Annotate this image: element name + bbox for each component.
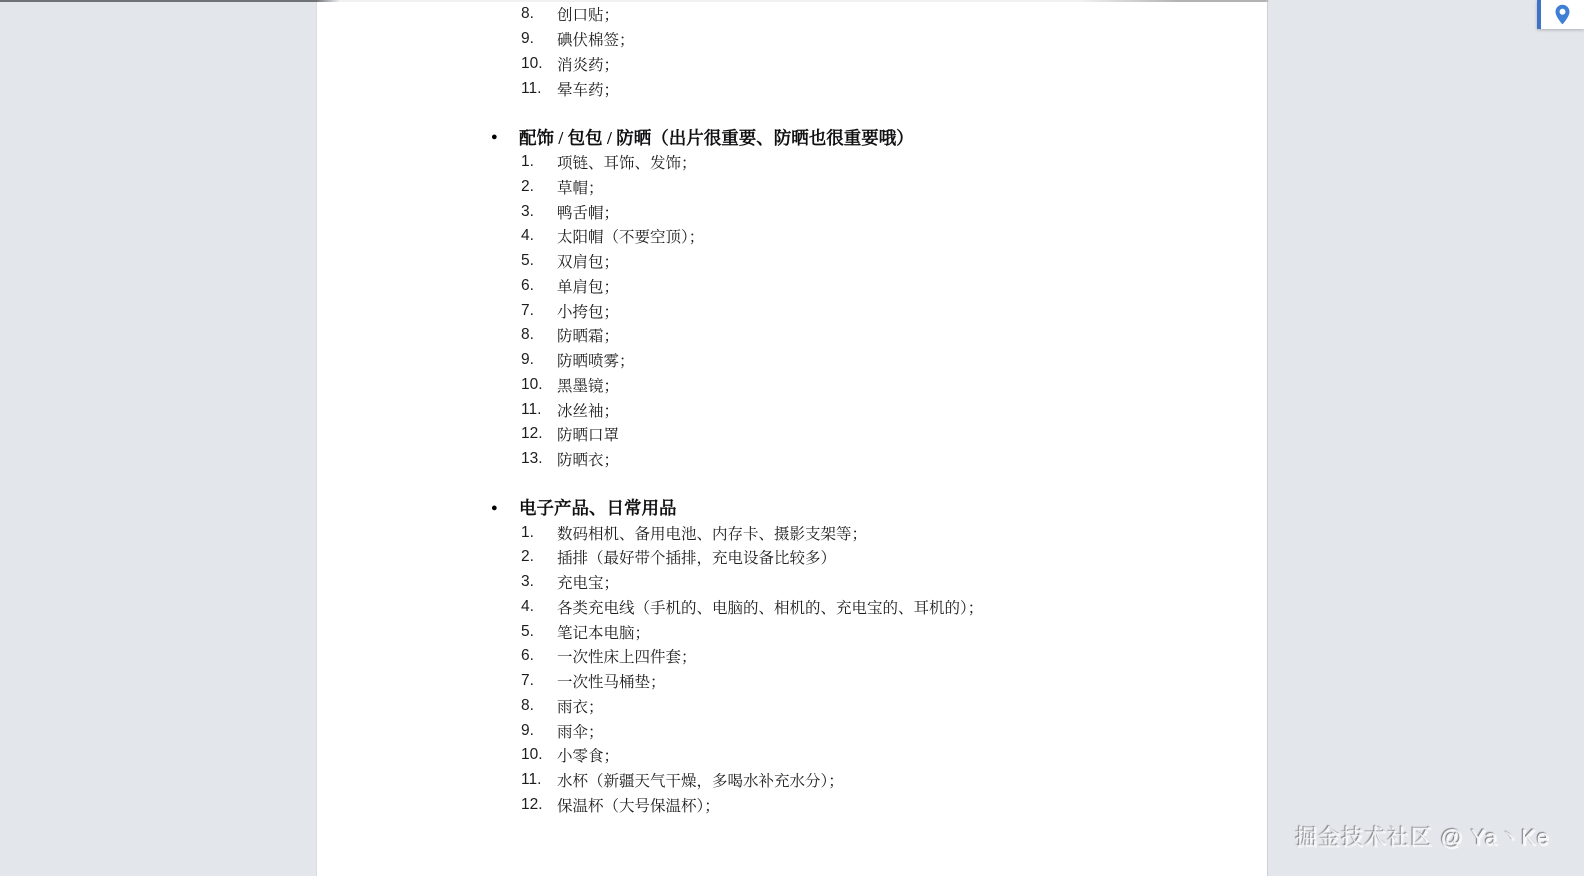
list-item-number: 2. [521,548,534,566]
document-page [316,0,1268,876]
extension-popup[interactable] [1537,0,1584,29]
list-item [317,520,1267,545]
list-item-number: 8. [521,696,534,714]
list-item-number: 7. [521,672,534,690]
list-item-number: 3. [521,573,534,591]
list-item-text: 水杯（新疆天气干燥，多喝水补充水分）； [557,773,844,791]
list-item [317,694,1267,719]
list-item-number: 11. [521,771,542,789]
list-item-number: 10. [521,746,543,764]
list-item [317,545,1267,570]
list-item-text: 小挎包； [557,303,620,321]
list-item-text: 雨伞； [557,723,604,741]
list-item-number: 8. [521,326,534,344]
list-item-text: 双肩包； [557,254,620,272]
list-item-text: 防晒口罩 [557,427,620,445]
bullet-icon: ● [491,131,498,144]
bullet-icon: ● [491,501,498,514]
section-heading [317,496,1267,521]
list-item-text: 草帽； [557,179,604,197]
list-item-number: 4. [521,597,534,615]
watermark: 掘金技术社区 @ Ya丶Ke [1295,825,1550,850]
list-item [317,150,1267,175]
list-item-number: 6. [521,647,534,665]
list-item-number: 2. [521,177,534,195]
list-item-number: 4. [521,227,534,245]
list-item-number: 13. [521,450,543,468]
list-item [317,644,1267,669]
list-item-text: 各类充电线（手机的、电脑的、相机的、充电宝的、耳机的）； [557,599,984,617]
list-item-number: 5. [521,252,534,270]
list-item-number: 3. [521,202,534,220]
list-item [317,298,1267,323]
list-item [317,175,1267,200]
list-item-text: 防晒衣； [557,452,620,470]
list-item-text: 防晒霜； [557,328,620,346]
location-pin-icon[interactable] [1541,0,1584,29]
list-item-number: 11. [521,400,542,418]
section-heading-text: 配饰 / 包包 / 防晒（出片很重要、防晒也很重要哦） [519,127,914,148]
list-item [317,224,1267,249]
list-item-text: 晕车药； [557,81,620,99]
list-item [317,52,1267,77]
list-item-text: 消炎药； [557,56,620,74]
section-heading [317,125,1267,150]
top-border-line [0,0,1584,2]
list-item [317,669,1267,694]
list-item [317,348,1267,373]
list-item [317,323,1267,348]
list-item-text: 保温杯（大号保温杯）； [557,797,720,815]
section-heading-text: 电子产品、日常用品 [519,498,677,519]
list-item-text: 数码相机、备用电池、内存卡、摄影支架等； [557,525,868,543]
list-item-number: 12. [521,425,543,443]
list-item [317,249,1267,274]
list-item-number: 1. [521,153,534,171]
list-item-number: 1. [521,523,534,541]
list-item-text: 冰丝袖； [557,402,620,420]
list-item-number: 8. [521,5,534,23]
list-item-text: 一次性马桶垫； [557,674,666,692]
list-item-number: 10. [521,54,543,72]
list-item [317,619,1267,644]
list-item-text: 一次性床上四件套； [557,649,697,667]
document-content [317,0,1267,817]
list-item [317,422,1267,447]
list-item-text: 鸭舌帽； [557,204,620,222]
list-item-number: 9. [521,30,534,48]
list-item [317,2,1267,27]
list-item-number: 10. [521,375,543,393]
list-item [317,768,1267,793]
list-item [317,274,1267,299]
list-item-text: 雨衣； [557,698,604,716]
list-item-text: 创口贴； [557,7,620,25]
list-item-number: 6. [521,276,534,294]
list-item-text: 项链、耳饰、发饰； [557,155,697,173]
list-item [317,570,1267,595]
list-item-number: 7. [521,301,534,319]
list-item-text: 单肩包； [557,278,620,296]
list-item-text: 笔记本电脑； [557,624,651,642]
list-item-number: 11. [521,79,542,97]
list-item [317,27,1267,52]
list-item [317,397,1267,422]
list-item-number: 9. [521,721,534,739]
list-item-text: 黑墨镜； [557,377,620,395]
list-item [317,199,1267,224]
list-item-text: 太阳帽（不要空顶）； [557,229,705,247]
list-item [317,447,1267,472]
list-item [317,76,1267,101]
list-item-number: 5. [521,622,534,640]
list-item-number: 9. [521,351,534,369]
list-item [317,743,1267,768]
list-item-text: 小零食； [557,748,620,766]
list-item [317,793,1267,818]
list-item [317,373,1267,398]
list-item-text: 防晒喷雾； [557,353,635,371]
list-item-text: 碘伏棉签； [557,32,635,50]
list-item-text: 充电宝； [557,575,620,593]
list-item-text: 插排（最好带个插排，充电设备比较多） [557,550,837,568]
list-item [317,718,1267,743]
list-item [317,595,1267,620]
list-item-number: 12. [521,795,543,813]
